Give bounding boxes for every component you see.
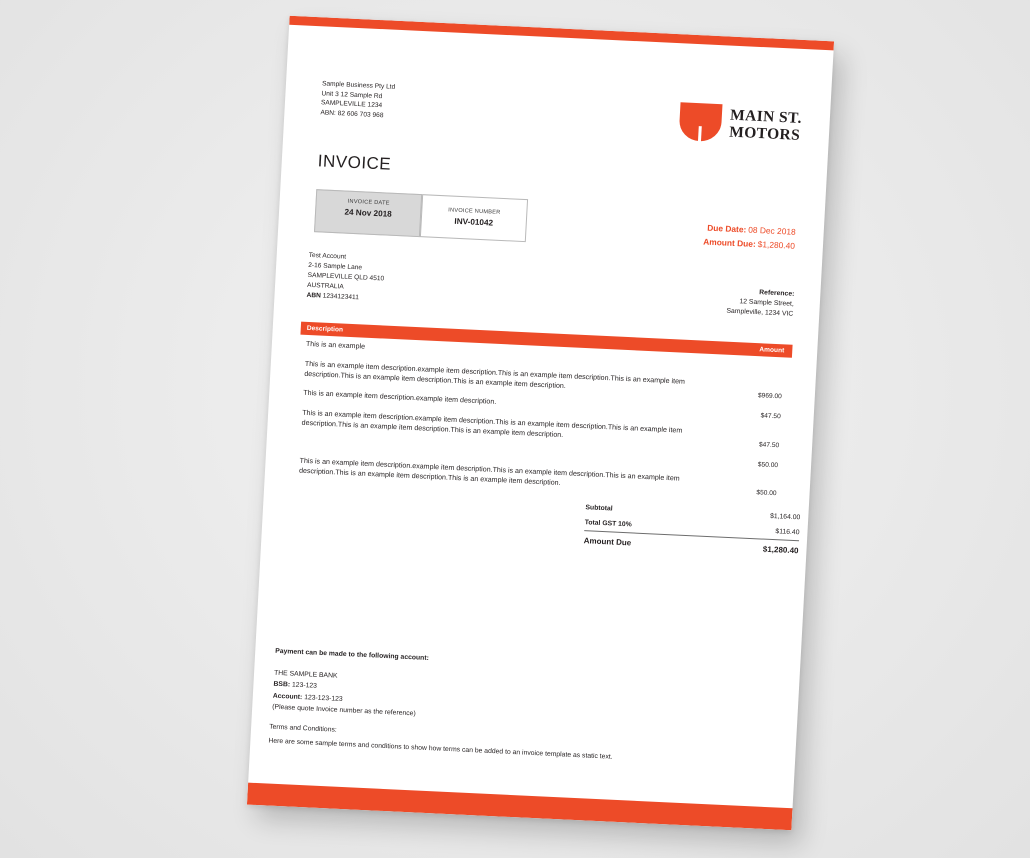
total-amount-due-value: $1,280.40	[762, 544, 799, 556]
invoice-number-label: INVOICE NUMBER	[448, 207, 501, 216]
reference-line-1: 12 Sample Street,	[739, 298, 794, 308]
totals-block	[583, 500, 800, 559]
line-item-amount: $50.00	[756, 489, 777, 498]
sender-address-line-1: Unit 3 12 Sample Rd	[321, 89, 383, 100]
amount-due-label: Amount Due:	[703, 235, 757, 249]
due-summary	[703, 221, 796, 252]
column-header-description: Description	[306, 324, 344, 334]
bill-to-country: AUSTRALIA	[306, 281, 344, 291]
gst-label: Total GST 10%	[584, 519, 632, 529]
invoice-document	[247, 16, 834, 831]
bill-to-abn-value: 1234123411	[322, 292, 360, 301]
invoice-number-box	[420, 194, 528, 242]
arch-logo-icon	[679, 102, 723, 142]
bill-to-abn-label: ABN	[306, 291, 322, 300]
invoice-date-value: 24 Nov 2018	[344, 207, 392, 219]
line-item-amount: $47.50	[758, 440, 780, 449]
invoice-meta-boxes	[314, 189, 528, 242]
sender-address-line-2: SAMPLEVILLE 1234	[320, 99, 383, 110]
line-items-table	[293, 322, 793, 504]
company-logo-text	[729, 106, 803, 144]
amount-due-value: $1,280.40	[757, 238, 796, 251]
gst-value: $116.40	[775, 528, 800, 537]
terms-body: Here are some sample terms and conditions to show how terms can be added to an invoice template as static text.	[268, 737, 613, 761]
line-item-amount: $47.50	[760, 412, 781, 421]
company-logo-line-2: MOTORS	[728, 123, 801, 144]
payment-details	[272, 646, 735, 735]
line-item-description: This is an example item description.example item description.	[303, 388, 497, 406]
payment-account-value: 123-123-123	[303, 693, 343, 703]
invoice-number-value: INV-01042	[454, 216, 494, 228]
due-date-label: Due Date:	[706, 222, 747, 235]
bill-to-address-line-2: SAMPLEVILLE QLD 4510	[307, 271, 385, 283]
subtotal-value: $1,164.00	[769, 512, 801, 522]
payment-account-label: Account:	[272, 692, 303, 701]
payment-bsb-value: 123-123	[291, 681, 318, 690]
company-logo	[679, 102, 803, 146]
reference-block	[726, 287, 794, 321]
sender-name: Sample Business Pty Ltd	[321, 80, 396, 91]
line-item-amount: $969.00	[757, 392, 782, 401]
company-logo-line-1: MAIN ST.	[729, 106, 803, 127]
line-item-description: This is an example item description.example item description.This is an example item description.This is an example item description.This is an example item description.This is an example item description.	[301, 408, 683, 439]
reference-label: Reference:	[759, 289, 795, 298]
line-item-amount: $50.00	[757, 460, 779, 469]
sender-block	[320, 79, 395, 121]
payment-bank-name: THE SAMPLE BANK	[273, 669, 338, 680]
payment-heading: Payment can be made to the following account:	[275, 647, 430, 662]
payment-note: (Please quote Invoice number as the reference)	[272, 703, 416, 718]
bill-to-address-line-1: 2-16 Sample Lane	[308, 261, 363, 272]
sender-abn: ABN: 82 606 703 968	[320, 108, 384, 119]
line-item-description: This is an example	[305, 339, 366, 351]
payment-bsb-label: BSB:	[273, 680, 291, 689]
total-amount-due-label: Amount Due	[583, 536, 632, 548]
subtotal-label: Subtotal	[585, 504, 613, 513]
bill-to-name: Test Account	[308, 251, 347, 261]
page-title: INVOICE	[317, 151, 392, 174]
terms-heading: Terms and Conditions:	[268, 723, 337, 734]
invoice-date-box	[314, 189, 422, 237]
line-item-description: This is an example item description.example item description.This is an example item description.This is an example item description.This is an example item description.This is an example item description.	[304, 359, 686, 391]
bill-to-block	[306, 251, 385, 304]
column-header-amount: Amount	[759, 346, 785, 355]
invoice-date-label: INVOICE DATE	[347, 198, 390, 207]
reference-line-2: Sampleville, 1234 VIC	[726, 308, 794, 319]
due-date-value: 08 Dec 2018	[747, 224, 796, 237]
line-item-description: This is an example item description.example item description.This is an example item description.This is an example item description.This is an example item description.This is an example item description.	[298, 456, 680, 488]
